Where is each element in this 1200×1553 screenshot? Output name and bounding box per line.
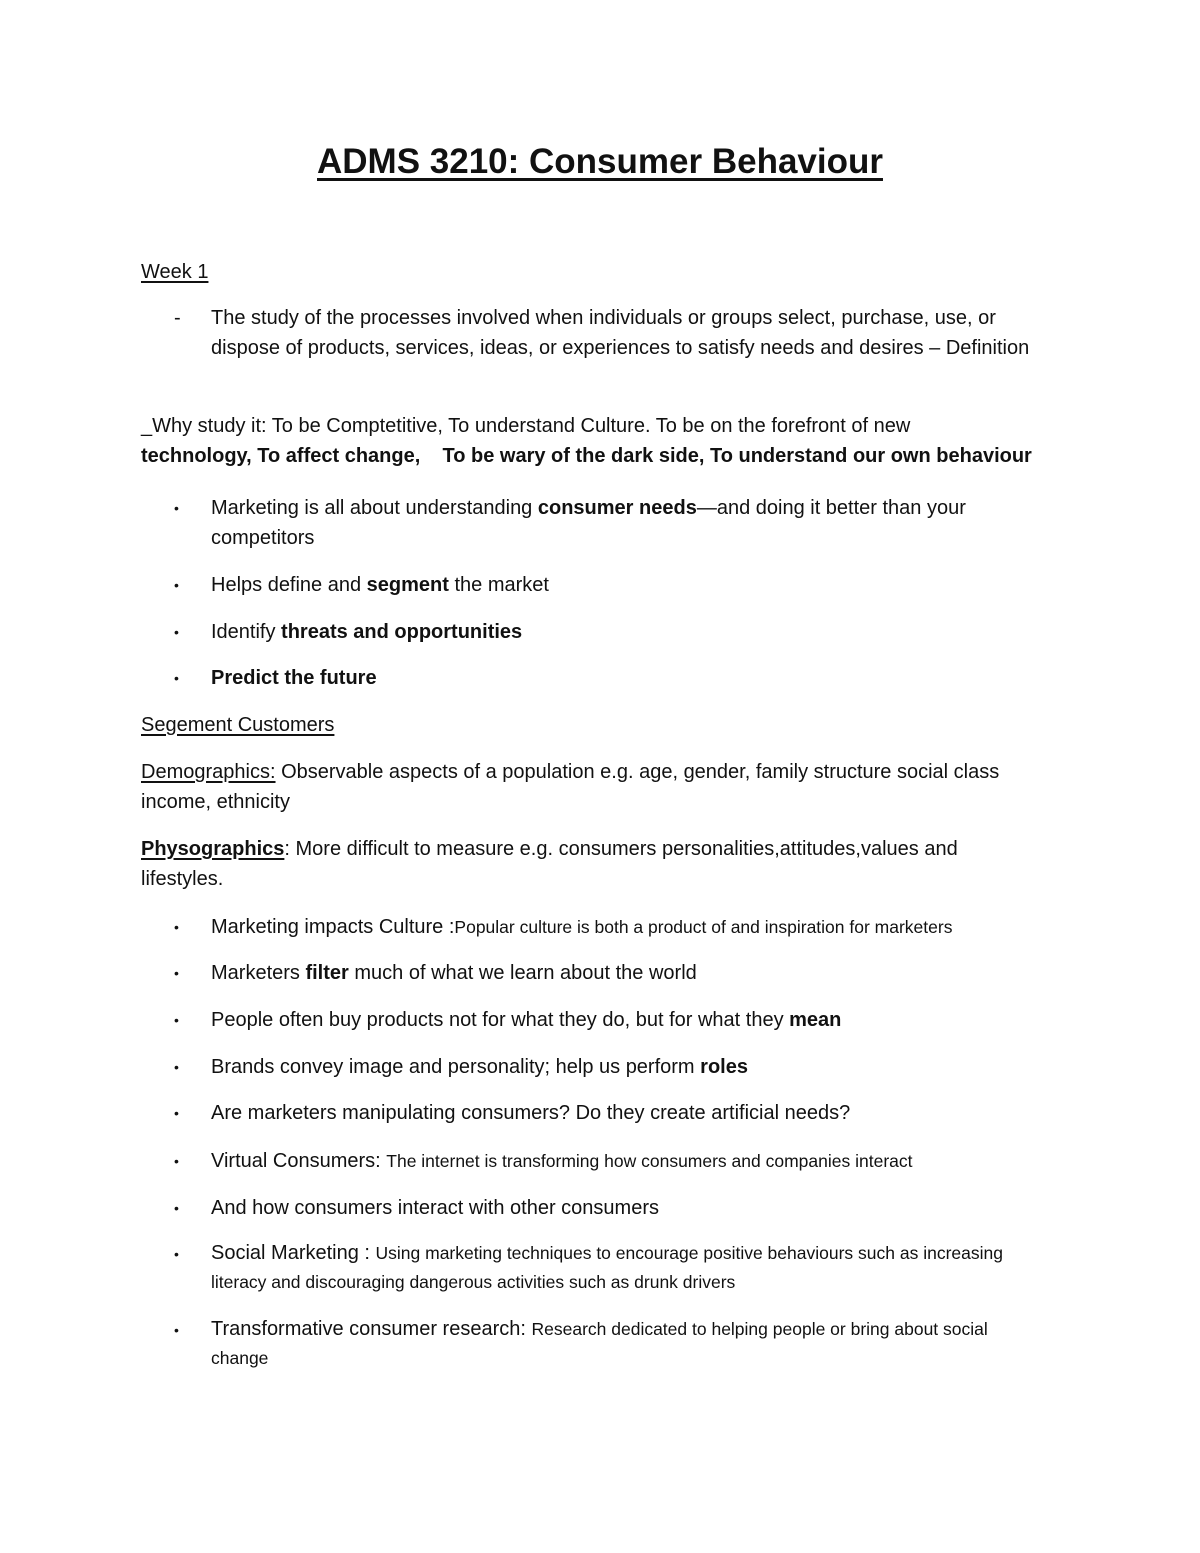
bullet-marker: • (174, 624, 179, 640)
bullet-marker: • (174, 1105, 179, 1121)
list-item (141, 617, 1101, 647)
physographics-text: : More difficult to measure e.g. consumers personalities,attitudes,values and lifestyles. (141, 838, 958, 890)
list-item (141, 1052, 1101, 1082)
bullet-lead: Social Marketing : (211, 1242, 376, 1264)
bullet-bold: Predict the future (211, 667, 377, 689)
bullet-marker: • (174, 670, 179, 686)
dash-marker: - (174, 307, 181, 329)
bullet-bold: threats and opportunities (281, 621, 523, 643)
why-study-paragraph (141, 411, 1071, 471)
demographics-paragraph (141, 757, 1071, 817)
list-item (141, 958, 1101, 988)
demographics-label: Demographics: (141, 761, 276, 783)
definition-text: The study of the processes involved when individuals or groups select, purchase, use, or dispose of products, services, ideas, or experiences to satisfy needs and desires – Definition (211, 307, 1030, 359)
bullet-marker: • (174, 965, 179, 981)
list-item (141, 1098, 1101, 1128)
bullet-text: People often buy products not for what they do, but for what they (211, 1009, 790, 1031)
bullet-text: Identify (211, 621, 282, 643)
bullet-bold: segment (366, 574, 449, 596)
page-title: ADMS 3210: Consumer Behaviour (317, 142, 883, 181)
why-study-lead-marker: _ (141, 415, 153, 437)
bullet-bold: roles (700, 1056, 748, 1078)
bullet-lead: Virtual Consumers: (211, 1150, 387, 1172)
list-item (141, 663, 1101, 693)
physographics-paragraph (141, 834, 1041, 894)
bullet-marker: • (174, 1012, 179, 1028)
bullet-marker: • (174, 1246, 179, 1262)
bullet-text: Brands convey image and personality; help us perform (211, 1056, 701, 1078)
bullet-text: Marketing is all about understanding (211, 497, 538, 519)
definition-item (141, 303, 1061, 363)
bullet-text: much of what we learn about the world (348, 962, 697, 984)
why-study-bold: technology, To affect change, To be wary of the dark side, To understand our own behaviour (141, 445, 1032, 467)
bullet-bold: mean (789, 1009, 842, 1031)
bullet-text: Helps define and (211, 574, 367, 596)
bullet-bold: consumer needs (537, 497, 697, 519)
bullet-text: Marketers (211, 962, 306, 984)
bullet-marker: • (174, 1322, 179, 1338)
segment-heading: Segement Customers (141, 714, 335, 736)
bullet-marker: • (174, 577, 179, 593)
bullet-marker: • (174, 919, 179, 935)
bullet-marker: • (174, 1059, 179, 1075)
why-study-text: Why study it: To be Comptetitive, To understand Culture. To be on the forefront of new (152, 415, 911, 437)
bullet-small-text: Research dedicated to helping people or bring about social change (211, 1319, 988, 1368)
bullet-text: Are marketers manipulating consumers? Do they create artificial needs? (211, 1102, 851, 1124)
bullet-marker: • (174, 1153, 179, 1169)
bullet-lead: Marketing impacts Culture : (211, 916, 455, 938)
list-item (141, 1146, 1101, 1176)
list-item (141, 570, 1101, 600)
bullet-marker: • (174, 1200, 179, 1216)
bullet-marker: • (174, 500, 179, 516)
list-item (141, 493, 1101, 553)
physographics-label: Physographics (141, 838, 285, 860)
list-item (141, 1239, 1101, 1297)
bullet-small-text: The internet is transforming how consumers and companies interact (386, 1151, 913, 1171)
bullet-lead: Transformative consumer research: (211, 1318, 532, 1340)
list-item (141, 912, 1101, 942)
bullet-text: —and doing it better than your competitors (211, 497, 966, 549)
bullet-small-text: Popular culture is both a product of and inspiration for marketers (454, 917, 953, 937)
bullet-small-text: Using marketing techniques to encourage positive behaviours such as increasing literacy and discouraging dangerous activities such as drunk drivers (211, 1243, 1003, 1292)
demographics-text: Observable aspects of a population e.g. age, gender, family structure social class income, ethnicity (141, 761, 1000, 813)
bullet-text: And how consumers interact with other consumers (211, 1197, 659, 1219)
list-item (141, 1193, 1101, 1223)
list-item (141, 1005, 1101, 1035)
bullet-text: the market (448, 574, 549, 596)
week-heading: Week 1 (141, 261, 209, 283)
list-item (141, 1315, 1101, 1373)
bullet-bold: filter (305, 962, 349, 984)
